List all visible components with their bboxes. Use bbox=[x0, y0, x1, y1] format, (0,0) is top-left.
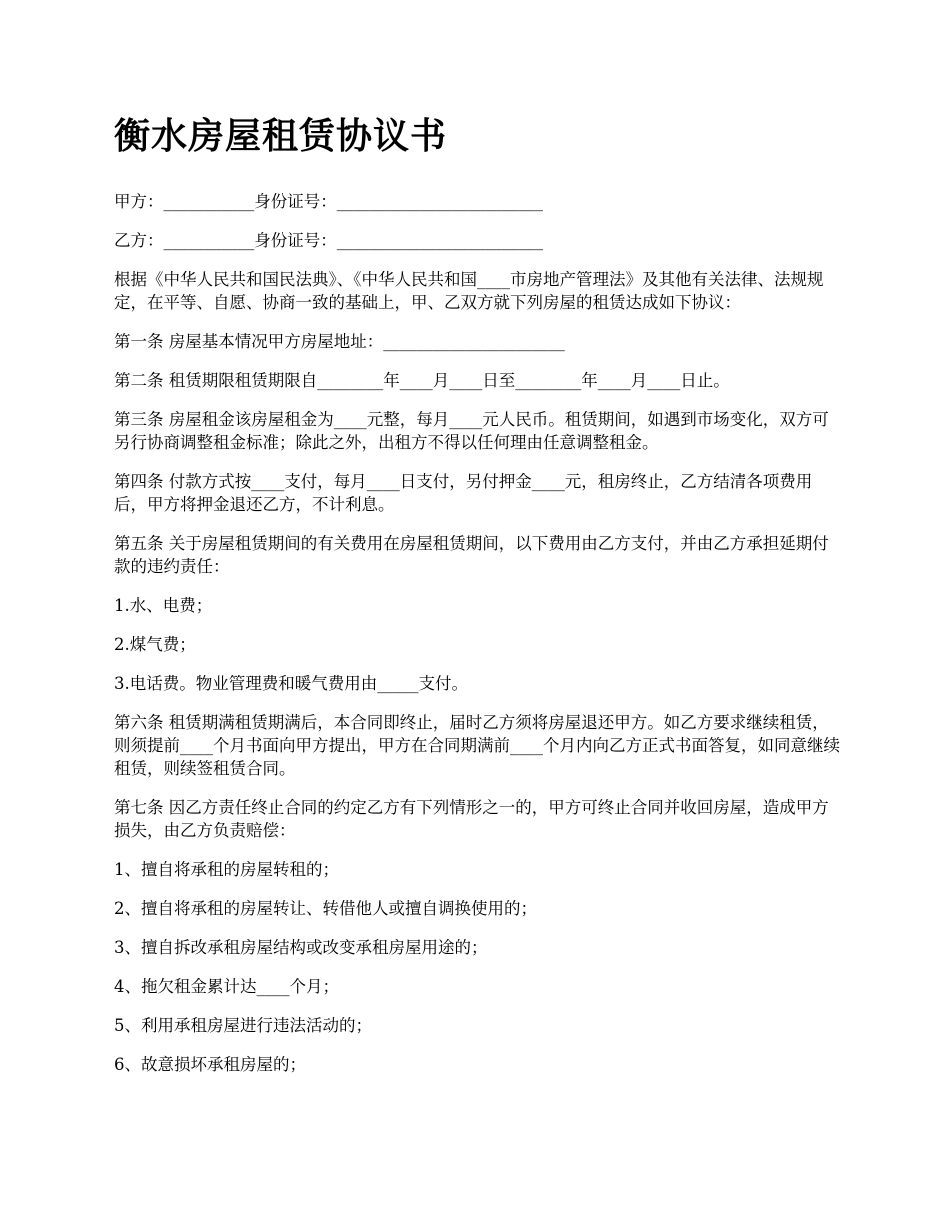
article-4: 第四条 付款方式按____支付，每月____日支付，另付押金____元，租房终止，乙方结清各项费用后，甲方将押金退还乙方，不计利息。 bbox=[114, 472, 813, 514]
article-6: 第六条 租赁期满租赁期满后，本合同即终止，届时乙方须将房屋退还甲方。如乙方要求继续租赁，则须提前____个月书面向甲方提出，甲方在合同期满前____个月内向乙方正式书面答复，如同意继续租赁，则续签租赁合同。 bbox=[114, 713, 840, 778]
preamble-paragraph: 根据《中华人民共和国民法典》、《中华人民共和国____市房地产管理法》及其他有关法律、法规规定，在平等、自愿、协商一致的基础上，甲、乙双方就下列房屋的租赁达成如下协议： bbox=[114, 270, 824, 312]
party-a-line: 甲方：___________身份证号：_________________________ bbox=[114, 192, 543, 211]
article-2: 第二条 租赁期限租赁期限自________年____月____日至________年____月____日止。 bbox=[114, 371, 730, 390]
article-7: 第七条 因乙方责任终止合同的约定乙方有下列情形之一的，甲方可终止合同并收回房屋，造成甲方损失，由乙方负责赔偿： bbox=[114, 798, 829, 840]
party-b-line: 乙方：___________身份证号：_________________________ bbox=[114, 231, 543, 250]
article-1: 第一条 房屋基本情况甲方房屋地址：______________________ bbox=[114, 332, 565, 351]
list-item: 5、利用承租房屋进行违法活动的； bbox=[114, 1016, 372, 1035]
article-3: 第三条 房屋租金该房屋租金为____元整，每月____元人民币。租赁期间，如遇到市场变化，双方可另行协商调整租金标准；除此之外，出租方不得以任何理由任意调整租金。 bbox=[114, 410, 829, 452]
list-item: 3、擅自拆改承租房屋结构或改变承租房屋用途的； bbox=[114, 938, 488, 957]
list-item: 2、擅自将承租的房屋转让、转借他人或擅自调换使用的； bbox=[114, 899, 537, 918]
article-5: 第五条 关于房屋租赁期间的有关费用在房屋租赁期间，以下费用由乙方支付，并由乙方承担延期付款的违约责任： bbox=[114, 534, 829, 576]
document-page bbox=[114, 108, 844, 1092]
list-item: 6、故意损坏承租房屋的； bbox=[114, 1055, 306, 1074]
list-item: 3.电话费。物业管理费和暖气费用由_____支付。 bbox=[114, 674, 468, 693]
list-item: 4、拖欠租金累计达____个月； bbox=[114, 977, 339, 996]
list-item: 1、擅自将承租的房屋转租的； bbox=[114, 860, 339, 879]
document-title: 衡水房屋租赁协议书 bbox=[114, 115, 448, 157]
list-item: 2.煤气费； bbox=[114, 635, 196, 654]
list-item: 1.水、电费； bbox=[114, 596, 213, 615]
